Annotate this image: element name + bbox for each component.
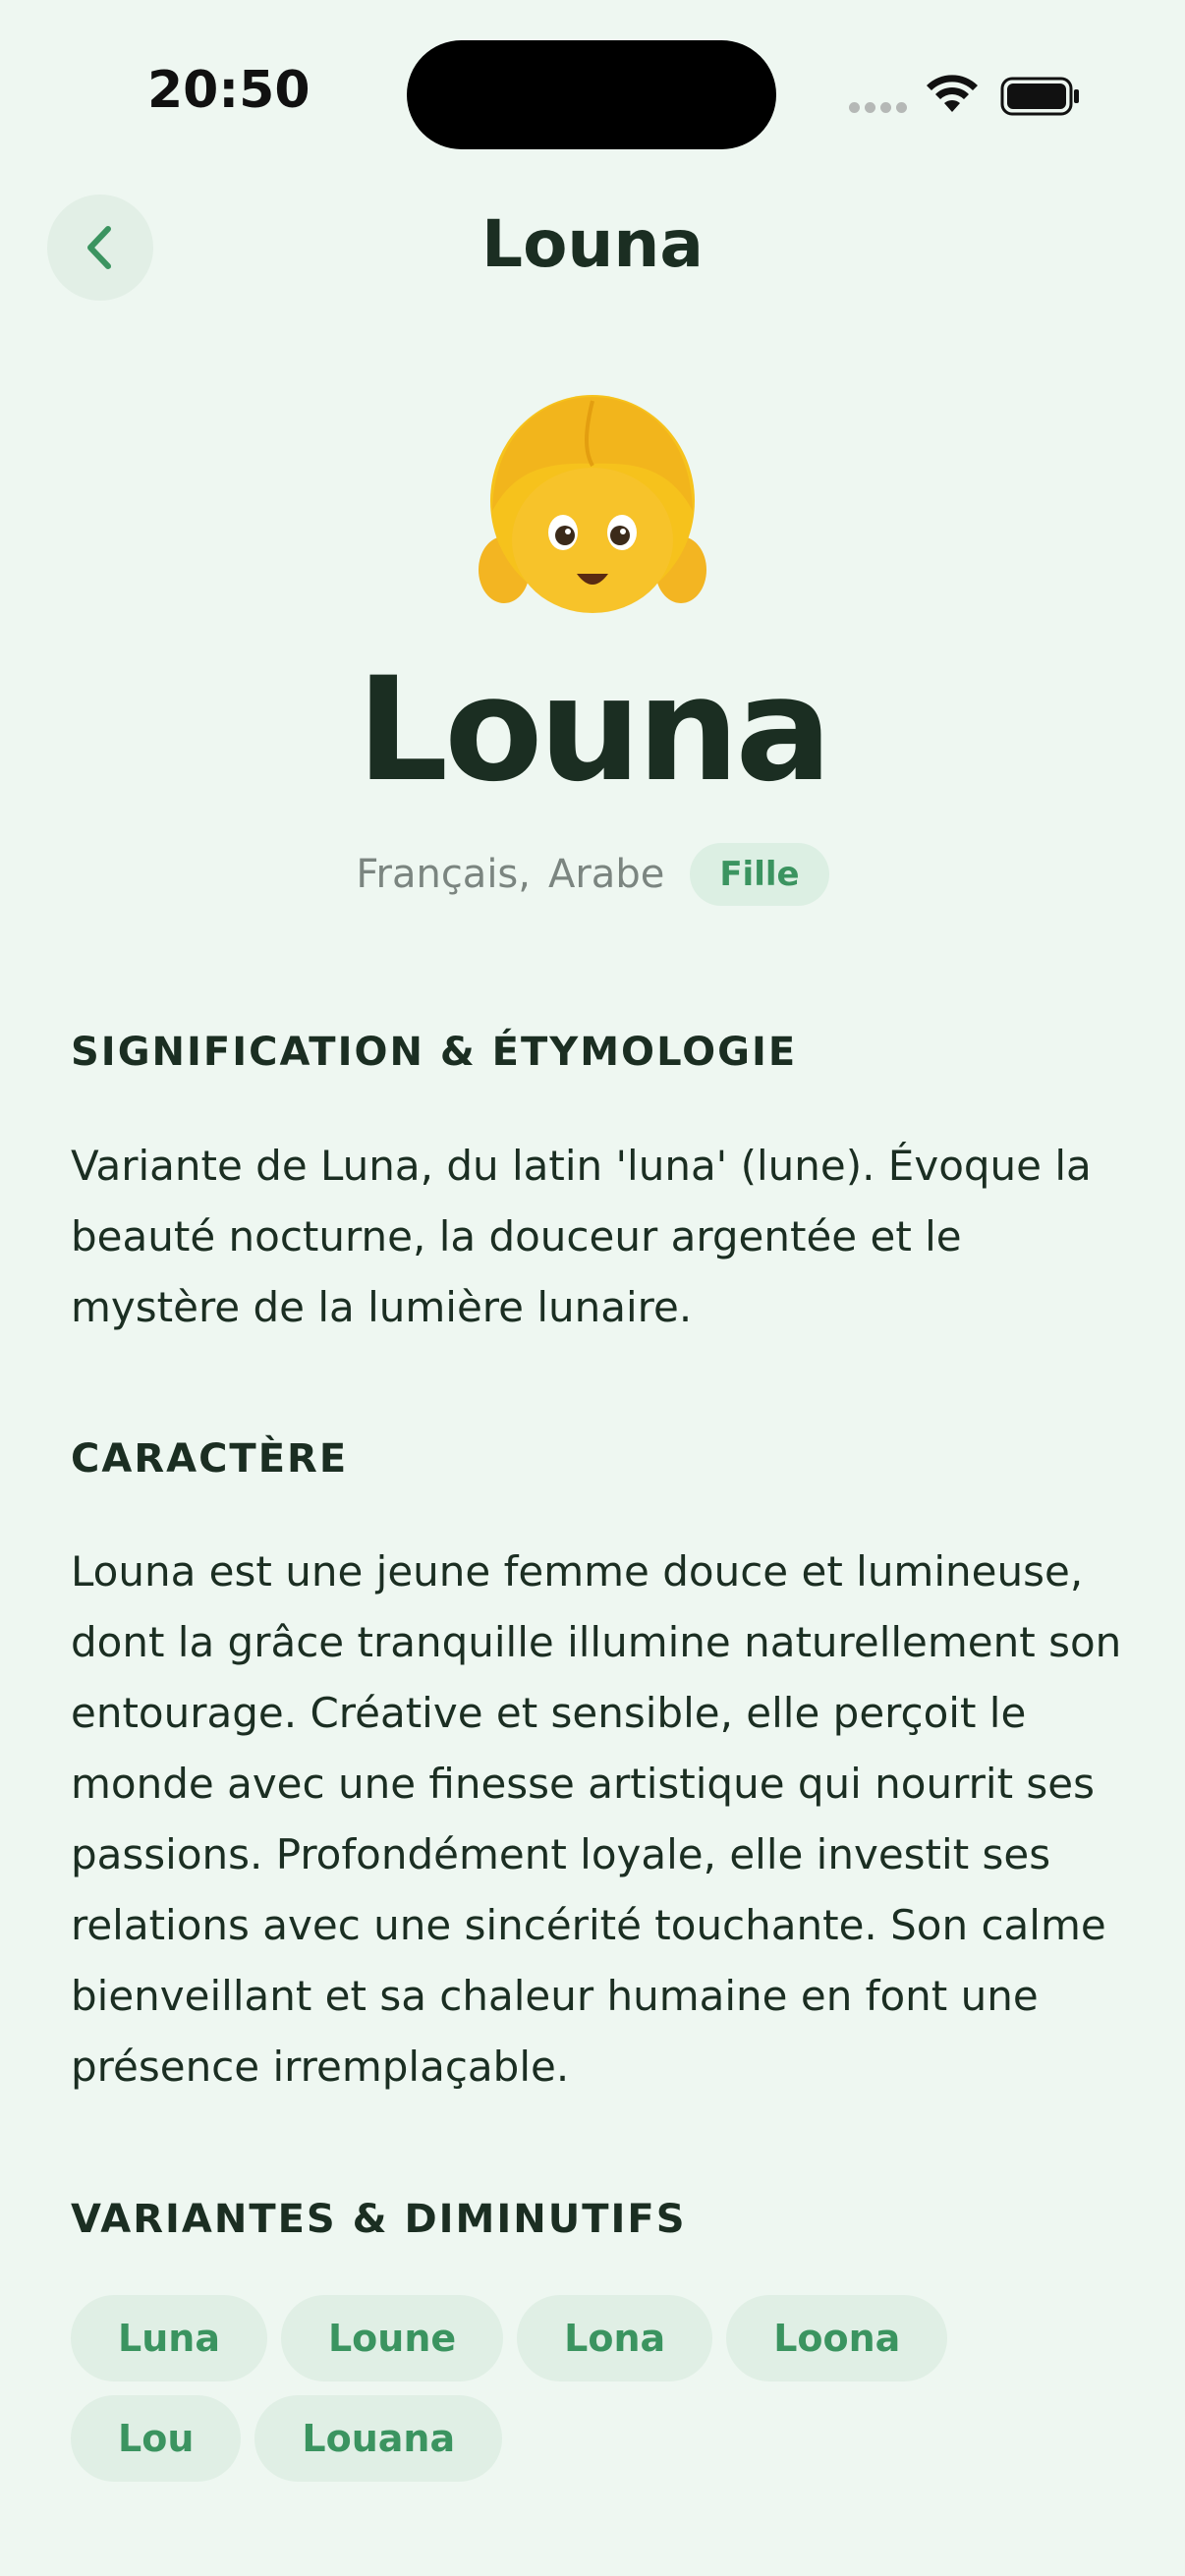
status-time: 20:50 xyxy=(147,61,310,120)
variant-chip[interactable]: Luna xyxy=(71,2295,267,2381)
battery-icon xyxy=(1000,77,1081,116)
cellular-signal-icon xyxy=(849,102,908,116)
gender-badge: Fille xyxy=(690,843,828,906)
section-title-character: CARACTÈRE xyxy=(71,1436,349,1482)
page-title: Louna xyxy=(481,206,704,282)
section-title-meaning: SIGNIFICATION & ÉTYMOLOGIE xyxy=(71,1030,798,1075)
character-text: Louna est une jeune femme douce et lumineuse, dont la grâce tranquille illumine naturellement son entourage. Créative et sensible, elle perçoit le monde avec une finesse artistique qui nourrit ses passions. Profondément loyale, elle investit ses relations avec une sincérité touchante. Son calme bienveillant et sa chaleur humaine en font une présence irremplaçable. xyxy=(71,1547,1122,2091)
origin-separator: , xyxy=(518,852,531,897)
meaning-text: Variante de Luna, du latin 'luna' (lune). Évoque la beauté nocturne, la douceur argentée et le mystère de la lumière lunaire. xyxy=(71,1142,1092,1331)
variant-chip[interactable]: Lona xyxy=(517,2295,712,2381)
variant-chip[interactable]: Loona xyxy=(726,2295,947,2381)
origin-label: Français xyxy=(356,852,519,897)
name-meta-row xyxy=(0,843,1185,906)
baby-name-heading: Louna xyxy=(357,646,828,813)
origin-label: Arabe xyxy=(548,852,665,897)
variant-chip[interactable]: Louana xyxy=(254,2395,502,2482)
section-title-variants: VARIANTES & DIMINUTIFS xyxy=(71,2197,687,2242)
wifi-icon xyxy=(924,73,981,116)
girl-emoji-icon xyxy=(475,393,710,619)
variant-chip[interactable]: Lou xyxy=(71,2395,241,2482)
variant-chip-list xyxy=(71,2295,1122,2482)
dynamic-island xyxy=(407,40,776,149)
variant-chip[interactable]: Loune xyxy=(281,2295,503,2381)
